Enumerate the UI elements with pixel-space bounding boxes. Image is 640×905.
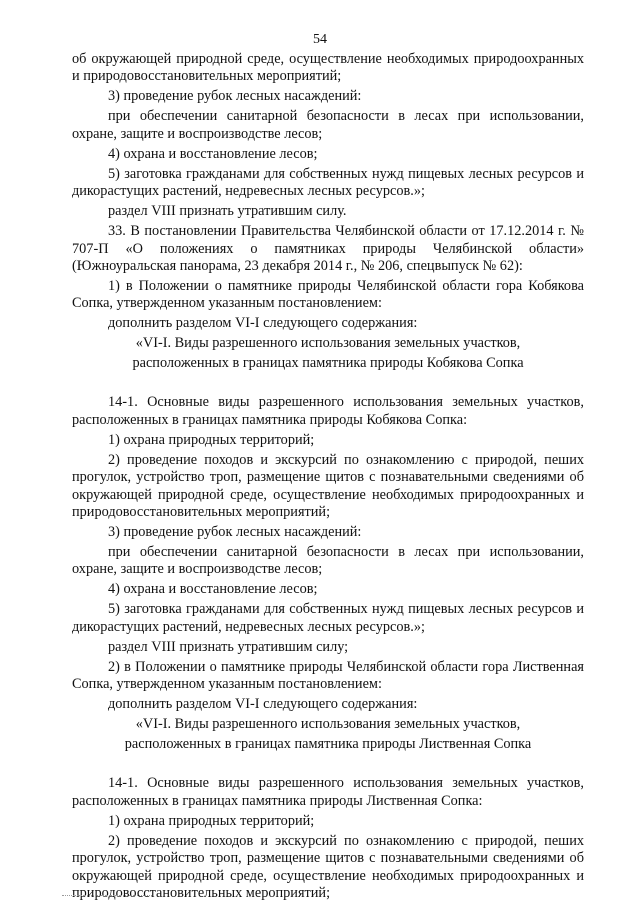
paragraph: об окружающей природной среде, осуществление необходимых природоохранных и природовосстановительных мероприятий; [72,51,584,85]
list-item: 4) охрана и восстановление лесов; [108,145,318,162]
paragraph: 33. В постановлении Правительства Челябинской области от 17.12.2014 г. № 707-П «О положениях о памятниках природы Челябинской области» (Южноуральская панорама, 23 декабря 2014 г., № 206, спецвыпуск № 62): [72,223,584,275]
list-item: 5) заготовка гражданами для собственных нужд пищевых лесных ресурсов и дикорастущих растений, недревесных лесных ресурсов.»; [72,601,584,635]
list-item: 1) охрана природных территорий; [108,812,315,829]
paragraph: 14-1. Основные виды разрешенного использования земельных участков, расположенных в границах памятника природы Кобякова Сопка: [72,394,584,428]
section-heading-line: расположенных в границах памятника природы Кобякова Сопка [132,355,524,372]
paragraph: при обеспечении санитарной безопасности в лесах при использовании, охране, защите и воспроизводстве лесов; [72,108,584,142]
paragraph: дополнить разделом VI-I следующего содержания: [108,315,418,332]
list-item: 5) заготовка гражданами для собственных нужд пищевых лесных ресурсов и дикорастущих растений, недревесных лесных ресурсов.»; [72,165,584,200]
list-item: 4) охрана и восстановление лесов; [108,581,318,598]
section-heading-line: «VI-I. Виды разрешенного использования земельных участков, [135,716,521,733]
paragraph: дополнить разделом VI-I следующего содержания: [108,696,418,713]
list-item: 2) проведение походов и экскурсий по ознакомлению с природой, пеших прогулок, устройство троп, размещение щитов с познавательными сведениями об окружающей природной среде, осуществление необходимых природоохранных и природовосстановительных мероприятий; [72,832,584,901]
document-body [72,51,584,905]
section-heading-line: расположенных в границах памятника природы Лиственная Сопка [124,736,532,753]
list-item: 2) проведение походов и экскурсий по ознакомлению с природой, пеших прогулок, устройство троп, размещение щитов с познавательными сведениями об окружающей природной среде, осуществление необходимых природоохранных и природовосстановительных мероприятий; [72,451,584,521]
paragraph: при обеспечении санитарной безопасности в лесах при использовании, охране, защите и воспроизводстве лесов; [72,544,584,578]
paragraph: раздел VIII признать утратившим силу; [108,638,349,655]
scan-artifact [62,895,152,897]
section-heading-line: «VI-I. Виды разрешенного использования земельных участков, [135,335,521,352]
paragraph: 14-1. Основные виды разрешенного использования земельных участков, расположенных в границах памятника природы Лиственная Сопка: [72,775,584,809]
spacer [72,756,584,775]
list-item: 1) в Положении о памятнике природы Челябинской области гора Кобякова Сопка, утвержденном указанным постановлением: [72,278,584,312]
spacer [72,375,584,394]
list-item: 3) проведение рубок лесных насаждений: [108,524,362,541]
list-item: 3) проведение рубок лесных насаждений: [108,88,362,105]
paragraph: раздел VIII признать утратившим силу. [108,203,347,220]
list-item: 2) в Положении о памятнике природы Челябинской области гора Лиственная Сопка, утвержденном указанным постановлением: [72,658,584,693]
list-item: 1) охрана природных территорий; [108,431,315,448]
page-number: 54 [313,32,327,47]
